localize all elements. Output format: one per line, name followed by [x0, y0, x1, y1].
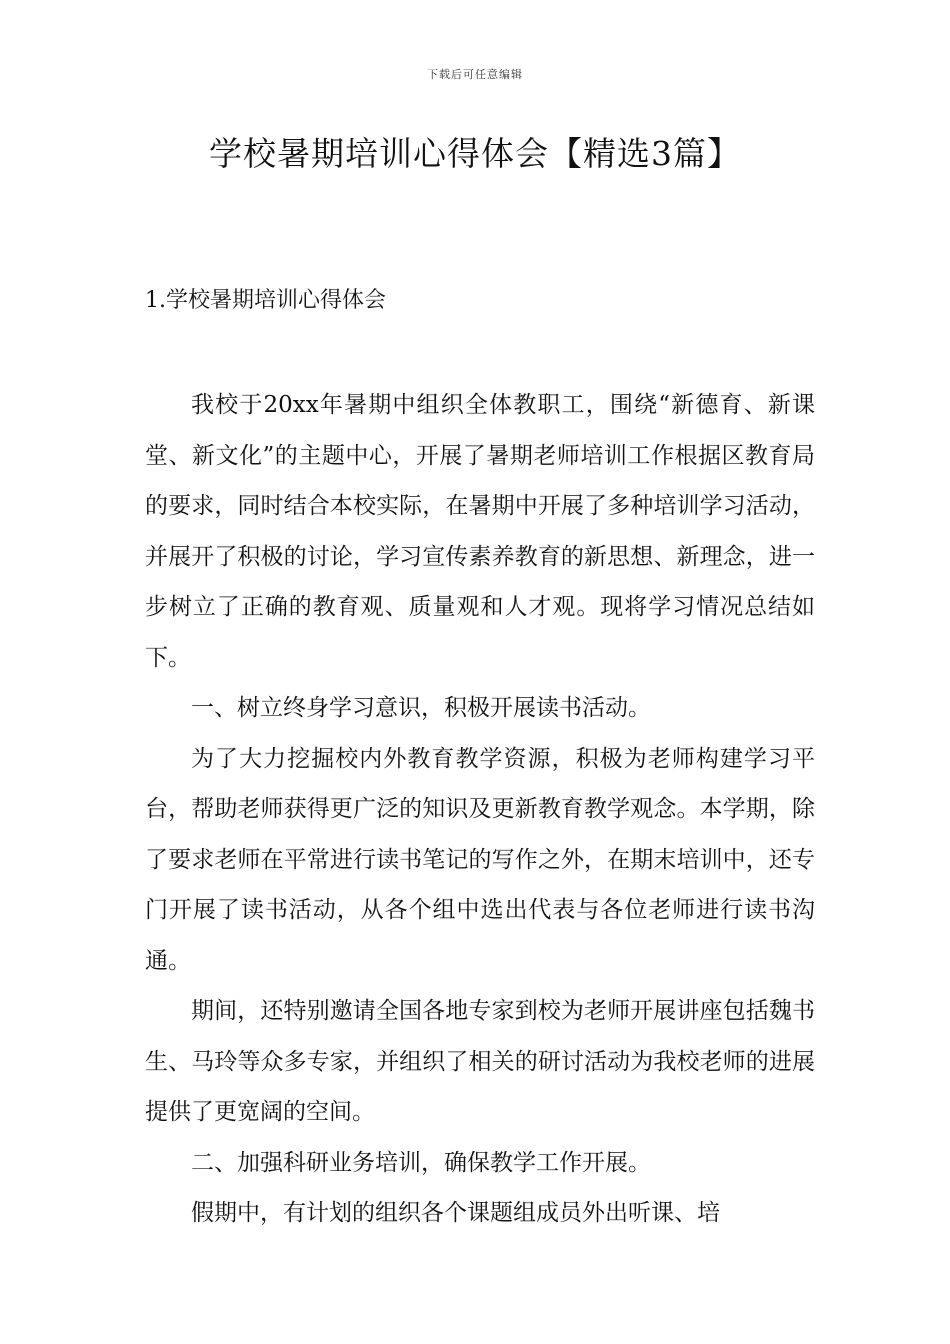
document-title: 学校暑期培训心得体会【精选3篇】	[209, 134, 741, 173]
paragraph-intro: 我校于20xx年暑期中组织全体教职工，围绕“新德育、新课堂、新文化”的主题中心，开展了暑期老师培训工作根据区教育局的要求，同时结合本校实际，在暑期中开展了多种培训学习活动，并展开了积极的讨论，学习宣传素养教育的新思想、新理念，进一步树立了正确的教育观、质量观和人才观。现将学习情况总结如下。	[145, 392, 815, 671]
paragraph-research-training: 假期中，有计划的组织各个课题组成员外出听课、培	[191, 1200, 720, 1226]
paragraph-experts: 期间，还特别邀请全国各地专家到校为老师开展讲座包括魏书生、马玲等众多专家，并组织了相关的研讨活动为我校老师的进展提供了更宽阔的空间。	[145, 998, 815, 1125]
header-note: 下载后可任意编辑	[427, 68, 523, 81]
paragraph-heading-two: 二、加强科研业务培训，确保教学工作开展。	[191, 1149, 651, 1176]
paragraph-reading-activity: 为了大力挖掘校内外教育教学资源，积极为老师构建学习平台，帮助老师获得更广泛的知识及更新教育教学观念。本学期，除了要求老师在平常进行读书笔记的写作之外，在期末培训中，还专门开展了读书活动，从各个组中选出代表与各位老师进行读书沟通。	[145, 745, 815, 974]
body-text	[145, 380, 815, 1239]
paragraph-heading-one: 一、树立终身学习意识，积极开展读书活动。	[191, 695, 651, 721]
section-heading: 1.学校暑期培训心得体会	[145, 288, 386, 313]
